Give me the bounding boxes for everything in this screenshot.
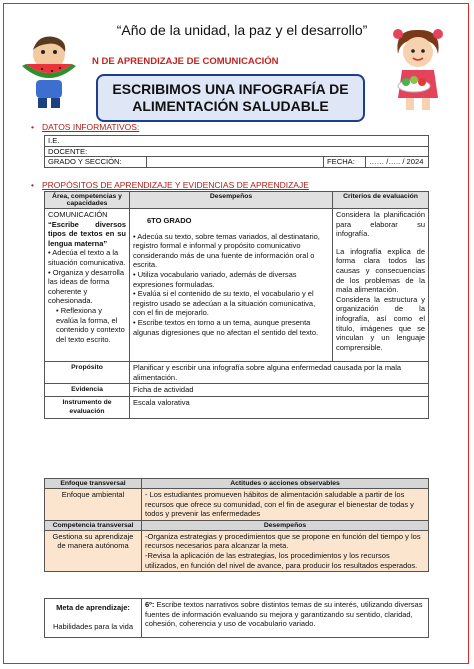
proposito-label: Propósito (45, 362, 130, 384)
grado-field: GRADO Y SECCIÓN: (45, 157, 147, 168)
competencia-transversal-value: Gestiona su aprendizaje de manera autónoma (45, 530, 142, 571)
fecha-value: …… /….. / 2024 (366, 157, 429, 168)
fecha-label: FECHA: (324, 157, 366, 168)
instrumento-text: Escala valorativa (130, 396, 429, 418)
year-motto: “Año de la unidad, la paz y el desarrollo” (116, 22, 368, 38)
meta-label-cell (45, 599, 142, 638)
header-desempenos: Desempeños (130, 192, 333, 209)
meta-grade: 6º: (145, 600, 155, 609)
competencia: “Escribe diversos tipos de textos en su lengua materna” (48, 219, 126, 248)
header-actitudes: Actitudes o acciones observables (142, 479, 429, 489)
desempenos-cell (130, 209, 333, 362)
section-datos-informativos: • DATOS INFORMATIVOS: (31, 122, 140, 132)
area-name: COMUNICACIÓN (48, 210, 108, 219)
header-criterios: Criterios de evaluación (333, 192, 429, 209)
desempeno-item: • Evalúa si el contenido de su texto, el vocabulario y el registro usado se adecúan a la situación comunicativa, con el fin de mejorarlo. (133, 289, 316, 318)
transversal-table (44, 478, 429, 572)
evidencia-label: Evidencia (45, 384, 130, 397)
boy-eating-watermelon-image (14, 32, 84, 110)
meta-label: Meta de aprendizaje: (56, 603, 130, 612)
ie-field: I.E. (45, 136, 429, 147)
capacidad-item: • Organiza y desarrolla las ideas de forma coherente y cohesionada. (48, 267, 124, 306)
evidencia-text: Ficha de actividad (130, 384, 429, 397)
datos-informativos-table (44, 135, 429, 168)
desempeno-transversal-item: -Revisa la aplicación de las estrategias, los procedimientos y los recursos utilizados, en función del nivel de avance, para producir los resultados esperados. (145, 550, 418, 570)
session-title-line-1: ESCRIBIMOS UNA INFOGRAFÍA DE (112, 81, 349, 97)
unit-title: N DE APRENDIZAJE DE COMUNICACIÓN (92, 56, 279, 67)
propositos-table (44, 191, 429, 419)
header-enfoque: Enfoque transversal (45, 479, 142, 489)
actitudes-text: - Los estudiantes promueven hábitos de alimentación saludable a partir de los recursos que ofrece su comunidad, con el fin de asegurar el bienestar de todas y todos y prevenir las enfermedades (142, 489, 429, 521)
meta-table (44, 598, 429, 638)
grade-label: 6TO GRADO (147, 216, 192, 225)
criterios-cell (333, 209, 429, 362)
desempeno-item: • Utiliza vocabulario variado, además de diversas expresiones formuladas. (133, 269, 297, 289)
desempeno-transversal-item: -Organiza estrategias y procedimientos que se propone en función del tiempo y los recursos necesarios para alcanzar la meta. (145, 531, 421, 551)
meta-text: Escribe textos narrativos sobre distintos temas de su interés, utilizando diversas fuentes de información evaluando su mejora y garantizando su sentido, claridad, cohesión, coherencia y uso de vocabulario variado. (145, 600, 423, 629)
section-propositos: • PROPÓSITOS DE APRENDIZAJE Y EVIDENCIAS DE APRENDIZAJE (31, 180, 309, 190)
session-title-line-2: ALIMENTACIÓN SALUDABLE (132, 98, 329, 114)
header-competencia: Competencia transversal (45, 520, 142, 530)
desempenos-transversal-cell (142, 530, 429, 571)
desempeno-item: • Adecúa su texto, sobre temas variados, al destinatario, registro formal e informal y propósito comunicativo considerando más de una fuente de información oral o escrita. (133, 231, 320, 270)
criterio-item: Considera la planificación para elaborar su infografía. (336, 210, 425, 239)
header-desempenos-transversal: Desempeños (142, 520, 429, 530)
area-cell (45, 209, 130, 362)
header-area: Área, competencias y capacidades (45, 192, 130, 209)
docente-field: DOCENTE: (45, 146, 429, 157)
girl-with-salad-image (384, 24, 452, 114)
criterio-item: La infografía explica de forma clara todos las causas y consecuencias de los problemas de la mala alimentación. (336, 246, 425, 295)
capacidad-item: • Reflexiona y evalúa la forma, el contenido y contexto del texto escrito. (56, 305, 125, 344)
session-title-box (96, 74, 365, 122)
grado-value (147, 157, 324, 168)
desempeno-item: • Escribe textos en torno a un tema, aunque presenta algunas digresiones que no afectan el sentido del texto. (133, 317, 319, 337)
enfoque-value: Enfoque ambiental (45, 489, 142, 521)
meta-sub: Habilidades para la vida (52, 621, 134, 631)
capacidad-item: • Adecúa el texto a la situación comunicativa. (48, 248, 126, 267)
criterio-item: Considera la estructura y organización de la infografía, así como el título, imágenes que se vinculan y un lenguaje comprensible. (336, 294, 425, 352)
proposito-text: Planificar y escribir una infografía sobre alguna enfermedad causada por la mala alimentación. (130, 362, 429, 384)
instrumento-label: Instrumento de evaluación (45, 396, 130, 418)
meta-text-cell (142, 599, 429, 638)
